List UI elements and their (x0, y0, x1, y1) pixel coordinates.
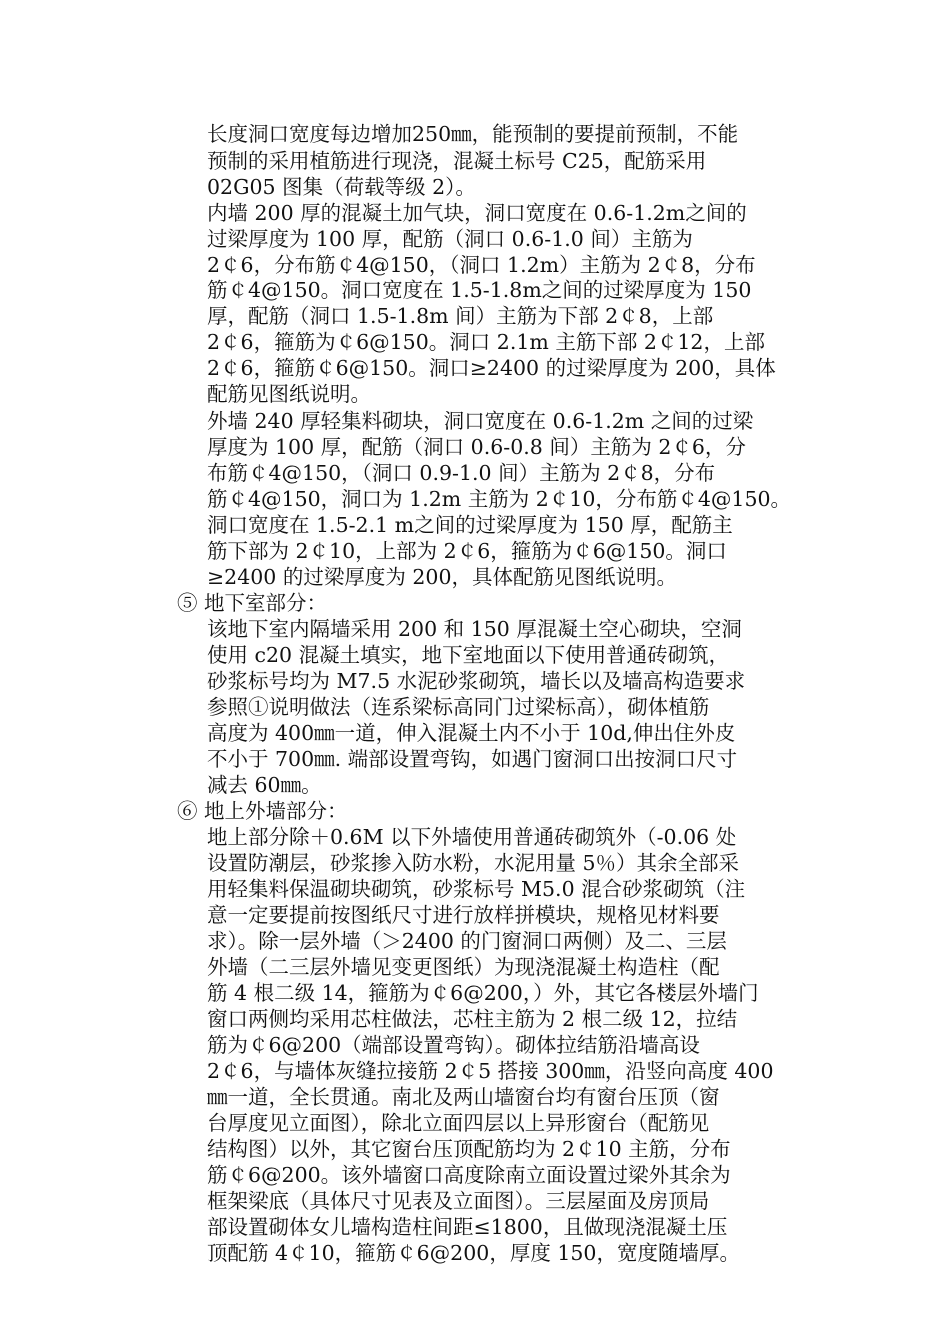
text-line: 不小于 700㎜. 端部设置弯钩，如遇门窗洞口出按洞口尺寸 (207, 747, 738, 771)
text-line: 洞口宽度在 1.5-2.1 m之间的过梁厚度为 150 厚，配筋主 (207, 513, 733, 537)
text-line: 长度洞口宽度每边增加250㎜，能预制的要提前预制，不能 (207, 122, 739, 146)
text-line: 布筋￠4@150，（洞口 0.9-1.0 间）主筋为 2￠8，分布 (207, 461, 716, 485)
text-line: 高度为 400㎜一道，伸入混凝土内不小于 10d,伸出住外皮 (207, 721, 736, 745)
text-line: 过梁厚度为 100 厚，配筋（洞口 0.6-1.0 间）主筋为 (207, 227, 693, 251)
text-line: 框架梁底（具体尺寸见表及立面图）。三层屋面及房顶局 (207, 1189, 710, 1213)
text-line: 2￠6，箍筋为￠6@150。洞口 2.1m 主筋下部 2￠12，上部 (207, 330, 765, 354)
text-line: 配筋见图纸说明。 (207, 382, 371, 406)
text-line: 意一定要提前按图纸尺寸进行放样拼模块，规格见材料要 (207, 903, 720, 927)
text-line: 筋为￠6@200（端部设置弯钩）。砌体拉结筋沿墙高设 (207, 1033, 700, 1057)
section-heading: ⑤ 地下室部分： (177, 591, 328, 615)
text-line: 窗口两侧均采用芯柱做法，芯柱主筋为 2 根二级 12，拉结 (207, 1007, 738, 1031)
text-line: 该地下室内隔墙采用 200 和 150 厚混凝土空心砌块，空洞 (207, 617, 742, 641)
text-line: 台厚度见立面图），除北立面四层以上异形窗台（配筋见 (207, 1111, 710, 1135)
text-line: 结构图）以外，其它窗台压顶配筋均为 2￠10 主筋，分布 (207, 1137, 731, 1161)
text-line: 筋下部为 2￠10，上部为 2￠6，箍筋为￠6@150。洞口 (207, 539, 727, 563)
text-line: 砂浆标号均为 M7.5 水泥砂浆砌筑，墙长以及墙高构造要求 (207, 669, 746, 693)
text-line: 使用 c20 混凝土填实，地下室地面以下使用普通砖砌筑， (207, 643, 730, 667)
text-line: 参照①说明做法（连系梁标高同门过梁标高），砌体植筋 (207, 695, 710, 719)
text-line: 地上部分除＋0.6M 以下外墙使用普通砖砌筑外（-0.06 处 (207, 825, 737, 849)
text-line: 设置防潮层，砂浆掺入防水粉，水泥用量 5％）其余全部采 (207, 851, 740, 875)
text-line: 预制的采用植筋进行现浇，混凝土标号 C25，配筋采用 (207, 149, 707, 173)
text-line: 外墙 240 厚轻集料砌块，洞口宽度在 0.6-1.2m 之间的过梁 (207, 409, 754, 433)
text-line: ≥2400 的过梁厚度为 200，具体配筋见图纸说明。 (207, 565, 678, 589)
text-line: 2￠6，分布筋￠4@150，（洞口 1.2m）主筋为 2￠8，分布 (207, 253, 756, 277)
text-line: 筋￠4@150，洞口为 1.2m 主筋为 2￠10，分布筋￠4@150。 (207, 487, 792, 511)
text-line: 筋 4 根二级 14，箍筋为￠6@200，）外，其它各楼层外墙门 (207, 981, 759, 1005)
text-line: 减去 60㎜。 (207, 773, 322, 797)
text-line: 02G05 图集（荷载等级 2）。 (207, 175, 476, 199)
text-line: 厚，配筋（洞口 1.5-1.8m 间）主筋为下部 2￠8，上部 (207, 304, 714, 328)
text-line: 2￠6，箍筋￠6@150。洞口≥2400 的过梁厚度为 200，具体 (207, 356, 776, 380)
text-line: 求）。除一层外墙（＞2400 的门窗洞口两侧）及二、三层 (207, 929, 727, 953)
text-line: 筋￠6@200。该外墙窗口高度除南立面设置过梁外其余为 (207, 1163, 731, 1187)
text-line: 用轻集料保温砌块砌筑，砂浆标号 M5.0 混合砂浆砌筑（注 (207, 877, 746, 901)
section-heading: ⑥ 地上外墙部分： (177, 799, 348, 823)
text-line: 筋￠4@150。洞口宽度在 1.5-1.8m之间的过梁厚度为 150 (207, 278, 752, 302)
text-line: 部设置砌体女儿墙构造柱间距≤1800，且做现浇混凝土压 (207, 1215, 728, 1239)
text-line: 顶配筋 4￠10，箍筋￠6@200，厚度 150，宽度随墙厚。 (207, 1241, 740, 1265)
text-line: 厚度为 100 厚，配筋（洞口 0.6-0.8 间）主筋为 2￠6，分 (207, 435, 746, 459)
text-line: 内墙 200 厚的混凝土加气块，洞口宽度在 0.6-1.2m之间的 (207, 201, 747, 225)
text-line: 2￠6，与墙体灰缝拉接筋 2￠5 搭接 300㎜，沿竖向高度 400 (207, 1059, 774, 1083)
text-line: ㎜一道，全长贯通。南北及两山墙窗台均有窗台压顶（窗 (207, 1085, 720, 1109)
text-line: 外墙（二三层外墙见变更图纸）为现浇混凝土构造柱（配 (207, 955, 720, 979)
